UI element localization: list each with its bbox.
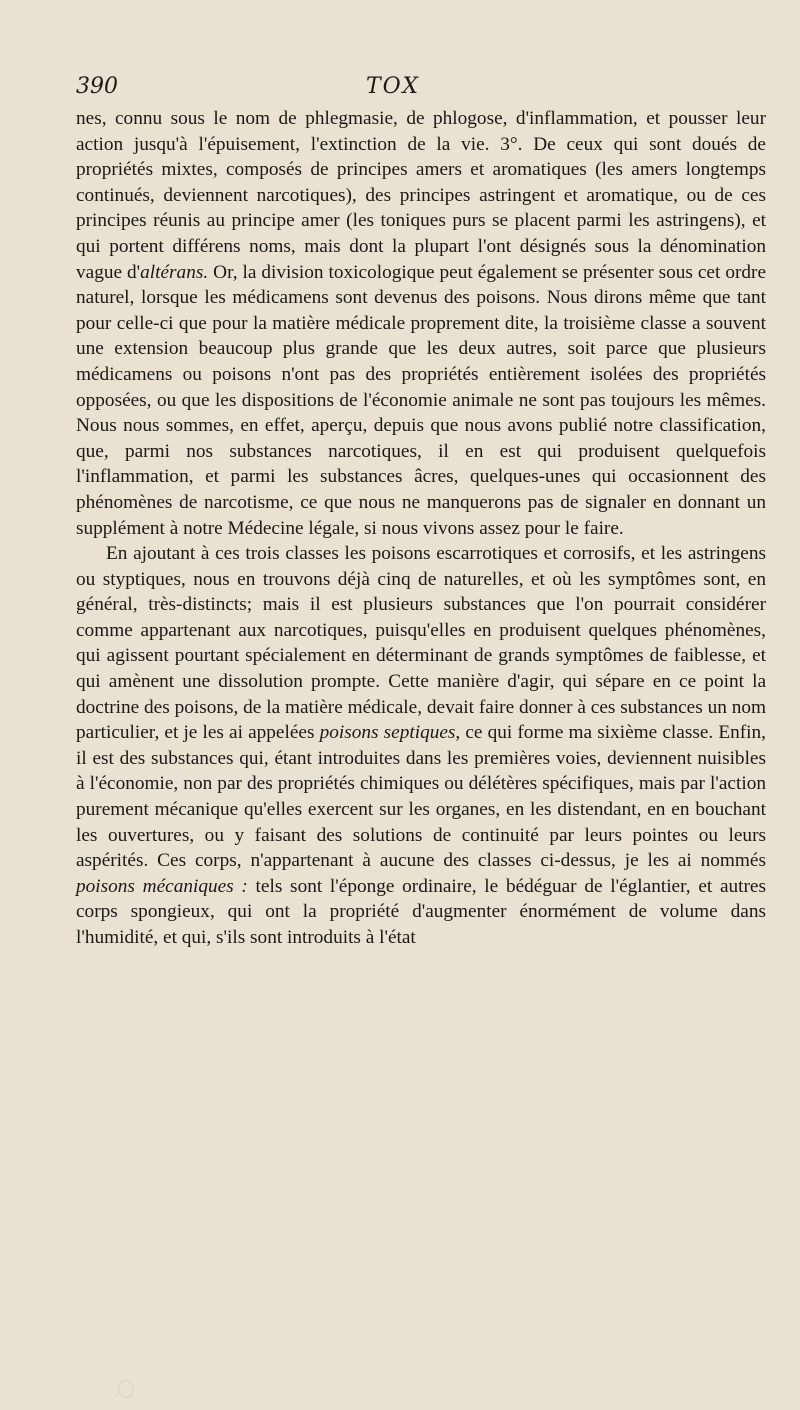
paragraph-1-text-b: Or, la division toxicologique peut également se présenter sous cet ordre naturel, lorsque les médicamens sont devenus des poisons. Nous dirons même que tant pour celle-ci que pour la matière médicale proprement dite, la troisième classe a souvent une extension beaucoup plus grande que les deux autres, soit parce que plusieurs médicamens ou poisons n'ont pas des propriétés entièrement isolées des propriétés opposées, ou que les dispositions de l'économie animale ne sont pas toujours les mêmes. Nous nous sommes, en effet, aperçu, depuis que nous avons publié notre classification, que, parmi nos substances narcotiques, il en est qui produisent quelquefois l'inflammation, et parmi les substances âcres, quelques-unes qui occasionnent des phénomènes de narcotisme, ce que nous ne manquerons pas de signaler en donnant un supplément à notre Médecine légale, si nous vivons assez pour le faire.: [76, 261, 766, 539]
paragraph-1-text-a: nes, connu sous le nom de phlegmasie, de phlogose, d'inflammation, et pousser leur action jusqu'à l'épuisement, l'extinction de la vie. 3°. De ceux qui sont doués de propriétés mixtes, composés de principes amers et aromatiques (les amers longtemps continués, deviennent narcotiques), des principes astringent et aromatique, ou de ces principes réunis au principe amer (les toniques purs se placent parmi les astringens), et qui portent différens noms, mais dont la plupart l'ont désignés sous la dénomination vague d': [76, 108, 766, 283]
term-alterans: altérans.: [140, 261, 209, 283]
paragraph-2-text-b: , ce qui forme ma sixième classe. Enfin, il est des substances qui, étant introduites dans les premières voies, deviennent nuisibles à l'économie, non par des propriétés chimiques ou délétères spécifiques, mais par l'action purement mécanique qu'elles exercent sur les organes, en les distendant, en en bouchant les ouvertures, ou y faisant des solutions de continuité par leurs pointes ou leurs aspérités. Ces corps, n'appartenant à aucune des classes ci-dessus, je les ai nommés: [76, 722, 766, 872]
term-poisons-septiques: poisons septiques: [319, 722, 456, 744]
page-header: [76, 74, 766, 104]
body-text: [76, 106, 766, 951]
page-number: 390: [76, 74, 118, 99]
paragraph-2-text-c: tels sont l'éponge ordinaire, le bédéguar de l'églantier, et autres corps spongieux, qui ont la propriété d'augmenter énormément de volume dans l'humidité, et qui, s'ils sont introduits à l'état: [76, 875, 766, 948]
paragraph-2-text-a: En ajoutant à ces trois classes les poisons escarrotiques et corrosifs, et les astringens ou styptiques, nous en trouvons déjà cinq de naturelles, et où les symptômes sont, en général, très-distincts; mais il est plusieurs substances que l'on pourrait considérer comme appartenant aux narcotiques, puisqu'elles en produisent quelques phénomènes, qui agissent pourtant spécialement en déterminant de grands symptômes de faiblesse, et qui amènent une dissolution prompte. Cette manière d'agir, qui sépare en ce point la doctrine des poisons, de la matière médicale, devait faire donner à ces substances un nom particulier, et je les ai appelées: [76, 543, 766, 744]
paper-smudge: [118, 1380, 134, 1398]
term-poisons-mecaniques: poisons mécaniques :: [76, 875, 248, 897]
running-head: TOX: [366, 74, 420, 99]
paragraph-1: [76, 106, 766, 541]
paragraph-2: [76, 541, 766, 951]
